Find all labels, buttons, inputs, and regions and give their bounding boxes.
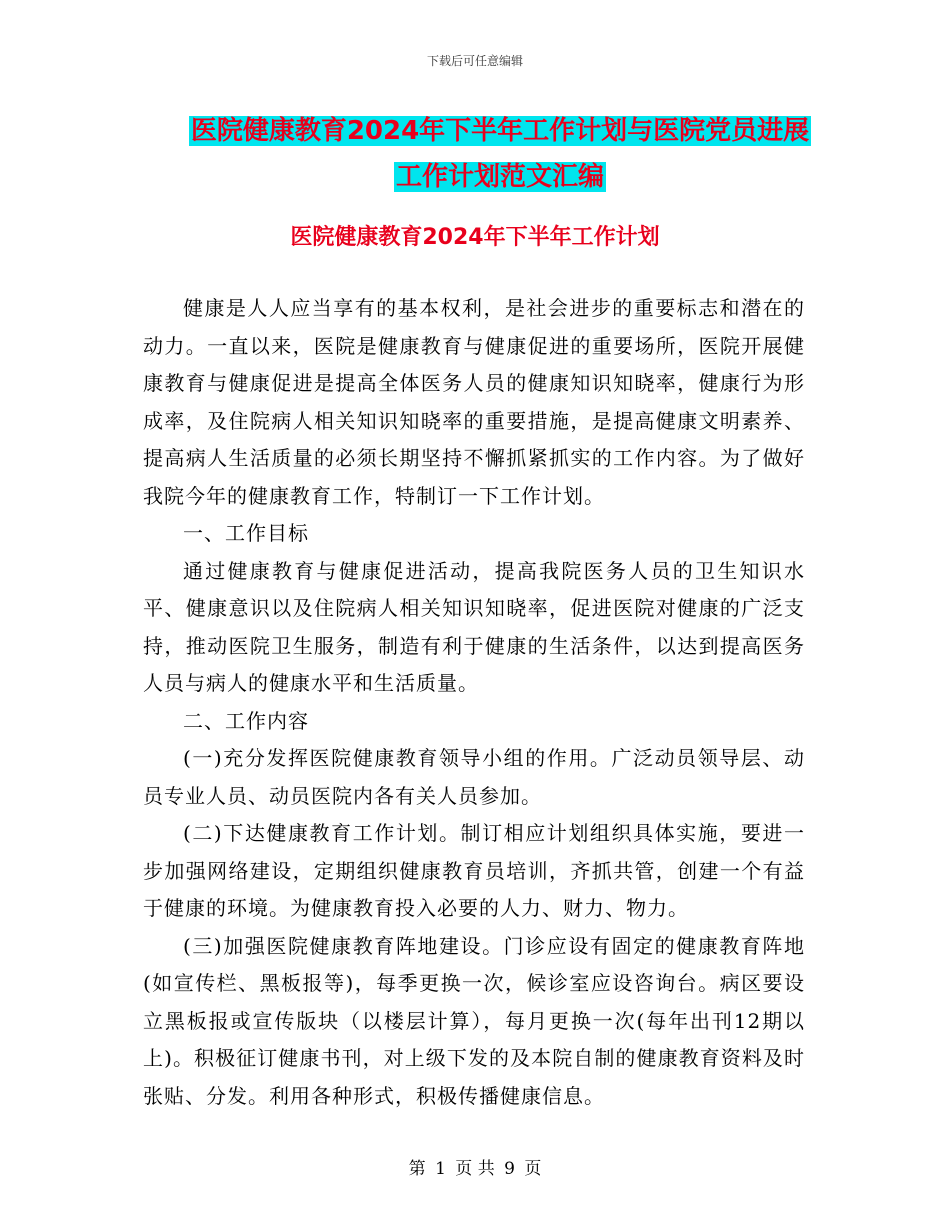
page-footer: [0, 1154, 950, 1179]
paragraph: (二)下达健康教育工作计划。制订相应计划组织具体实施，要进一步加强网络建设，定期组织健康教育员培训，齐抓共管，创建一个有益于健康的环境。为健康教育投入必要的人力、财力、物力。: [143, 821, 805, 920]
main-title-line-1: 医院健康教育2024年下半年工作计划与医院党员进展: [190, 116, 810, 146]
footer-prefix: 第: [408, 1159, 426, 1179]
paragraph: (一)充分发挥医院健康教育领导小组的作用。广泛动员领导层、动员专业人员、动员医院内各有关人员参加。: [143, 746, 805, 808]
footer-suffix: 页: [524, 1159, 542, 1179]
paragraph: 健康是人人应当享有的基本权利，是社会进步的重要标志和潜在的动力。一直以来，医院是健康教育与健康促进的重要场所，医院开展健康教育与健康促进是提高全体医务人员的健康知识知晓率，健康行为形成率，及住院病人相关知识知晓率的重要措施，是提高健康文明素养、提高病人生活质量的必须长期坚持不懈抓紧抓实的工作内容。为了做好我院今年的健康教育工作，特制订一下工作计划。: [143, 296, 805, 508]
section-title: 医院健康教育2024年下半年工作计划: [290, 225, 660, 250]
page-number: 1: [435, 1159, 446, 1179]
main-title: [170, 108, 830, 200]
paragraph: 通过健康教育与健康促进活动，提高我院医务人员的卫生知识水平、健康意识以及住院病人相关知识知晓率，促进医院对健康的广泛支持，推动医院卫生服务，制造有利于健康的生活条件，以达到提高医务人员与病人的健康水平和生活质量。: [143, 558, 805, 695]
footer-middle: 页 共: [455, 1159, 495, 1179]
section-heading: 一、工作目标: [183, 521, 309, 545]
body-text: [143, 290, 805, 1115]
paragraph: (三)加强医院健康教育阵地建设。门诊应设有固定的健康教育阵地(如宣传栏、黑板报等)，每季更换一次，候诊室应设咨询台。病区要设立黑板报或宣传版块（以楼层计算），每月更换一次(每年出刊12期以上)。积极征订健康书刊，对上级下发的及本院自制的健康教育资料及时张贴、分发。利用各种形式，积极传播健康信息。: [143, 933, 805, 1108]
main-title-line-2: 工作计划范文汇编: [395, 162, 604, 192]
section-heading: 二、工作内容: [183, 708, 309, 733]
page-total: 9: [504, 1159, 515, 1179]
header-note: 下载后可任意编辑: [426, 54, 523, 68]
